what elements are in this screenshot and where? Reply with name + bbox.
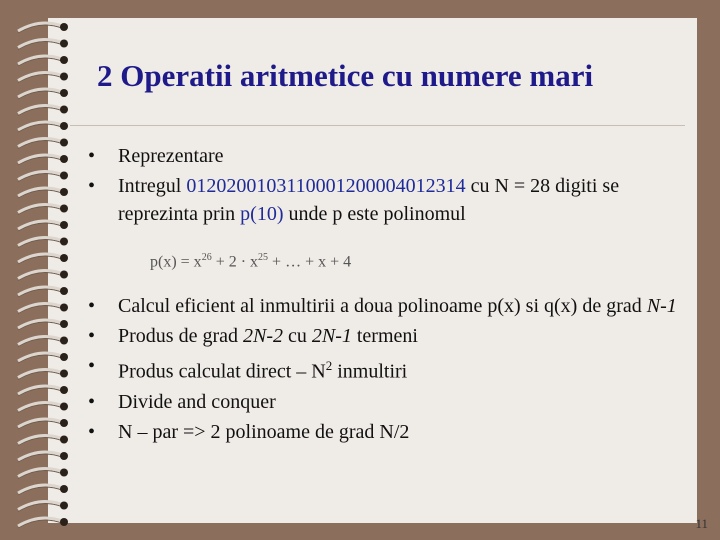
binding-ring (18, 188, 68, 198)
title-divider (70, 125, 685, 126)
binding-ring (18, 402, 68, 412)
binding-ring (18, 254, 68, 264)
binding-ring (18, 435, 68, 445)
slide-title: 2 Operatii aritmetice cu numere mari (97, 58, 594, 93)
binding-ring (18, 353, 68, 363)
bullet-n-par: • N – par => 2 polinoame de grad N/2 (86, 418, 686, 446)
bullet-produs-grad: • Produs de grad 2N-2 cu 2N-1 termeni (86, 322, 686, 350)
bullet-divide-conquer: • Divide and conquer (86, 388, 686, 416)
binding-ring (18, 336, 68, 346)
bullet-symbol: • (88, 355, 96, 377)
bullet-intregul: • Intregul 0120200103110001200004012314 cu N = 28 digiti se reprezinta prin p(10) unde p este polinomul (86, 172, 686, 228)
binding-ring (18, 452, 68, 462)
bullet-produs-direct: • Produs calculat direct – $N^2$ inmultiri (86, 352, 686, 386)
bullet-list-bottom (86, 292, 686, 448)
binding-ring (18, 155, 68, 165)
binding-ring (18, 237, 68, 247)
binding-ring (18, 386, 68, 396)
bullet-calcul-eficient: • Calcul eficient al inmultirii a doua polinoame p(x) si q(x) de grad N-1 (86, 292, 686, 320)
binding-ring (18, 105, 68, 115)
spiral-binding (0, 0, 80, 540)
bullet-symbol: • (88, 390, 96, 413)
binding-ring (18, 320, 68, 330)
binding-ring (18, 270, 68, 280)
binding-ring (18, 39, 68, 49)
page-number: 11 (695, 516, 708, 531)
binding-ring (18, 204, 68, 214)
binding-ring (18, 56, 68, 66)
binding-ring (18, 171, 68, 181)
bullet-symbol: • (88, 420, 96, 443)
binding-ring (18, 518, 68, 528)
bullet-symbol: • (88, 145, 96, 167)
binding-ring (18, 138, 68, 148)
binding-ring (18, 221, 68, 231)
binding-ring (18, 419, 68, 429)
binding-ring (18, 485, 68, 495)
binding-ring (18, 89, 68, 99)
binding-ring (18, 501, 68, 511)
binding-ring (18, 369, 68, 379)
bullet-symbol: • (88, 325, 96, 347)
big-number: 0120200103110001200004012314 (186, 175, 466, 197)
binding-ring (18, 23, 68, 33)
p10-term: p(10) (240, 203, 284, 225)
polynomial-formula: $p(x) = x^{26} + 2 \cdot x^{25}$ + … + x + 4 (150, 252, 352, 271)
bullet-reprezentare: • Reprezentare (86, 142, 686, 170)
bullet-symbol: • (88, 175, 96, 197)
binding-ring (18, 303, 68, 313)
binding-ring (18, 122, 68, 132)
binding-ring (18, 72, 68, 82)
bullet-symbol: • (88, 295, 96, 317)
binding-ring (18, 468, 68, 478)
bullet-list-top (86, 142, 686, 230)
binding-ring (18, 287, 68, 297)
